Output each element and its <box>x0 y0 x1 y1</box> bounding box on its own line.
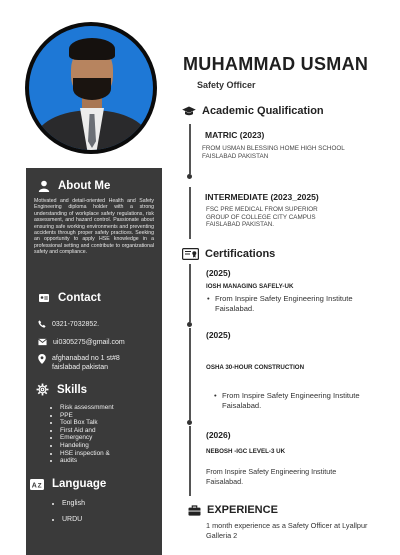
contact-address <box>38 354 120 372</box>
cert-institute: • From Inspire Safety Engineering Institute Faisalabad. <box>222 391 362 411</box>
academic-timeline <box>189 187 191 239</box>
skill-item: • PPE <box>60 412 114 420</box>
left-sidebar <box>26 168 162 555</box>
user-icon <box>38 180 50 192</box>
language-list <box>50 500 85 531</box>
contact-phone <box>38 320 99 329</box>
academic-timeline <box>189 124 191 174</box>
cert-name: IOSH MANAGING SAFELY-UK <box>206 283 294 290</box>
gear-icon <box>36 383 49 396</box>
svg-text:A: A <box>31 481 37 489</box>
experience-heading <box>188 504 278 516</box>
language-item: • URDU <box>62 516 85 524</box>
briefcase-icon <box>188 505 201 516</box>
skills-heading <box>36 383 87 396</box>
mail-icon <box>38 338 47 346</box>
academic-heading <box>182 105 324 117</box>
candidate-role: Safety Officer <box>197 80 256 90</box>
experience-text: 1 month experience as a Safety Officer at Lyallpur Galleria 2 <box>206 521 368 540</box>
language-title: Language <box>52 478 107 490</box>
skill-item: • First Aid and <box>60 427 114 435</box>
academic-entry-title: INTERMEDIATE (2023_2025) <box>205 192 319 202</box>
skill-item: • Risk assessmment <box>60 404 114 412</box>
skills-title: Skills <box>57 383 88 396</box>
timeline-dot <box>187 420 192 425</box>
address-line1: afghanabad no 1 st#8 <box>52 355 120 362</box>
phone-icon <box>38 320 46 328</box>
skill-item: • HSE inspection & <box>60 450 114 458</box>
cert-institute: • From Inspire Safety Engineering Institute Faisalabad. <box>215 294 365 314</box>
academic-entry-detail: FSC PRE MEDICAL FROM SUPERIOR GROUP OF COLLEGE CITY CAMPUS FAISLABAD PAKISTAN. <box>206 206 318 229</box>
cert-year: (2025) <box>206 330 231 340</box>
cert-name: OSHA 30-HOUR CONSTRUCTION <box>206 364 305 371</box>
email-value: ui0305275@gmail.com <box>53 339 125 346</box>
academic-title: Academic Qualification <box>202 105 324 117</box>
cert-timeline <box>189 264 191 322</box>
contact-title: Contact <box>58 292 101 304</box>
location-pin-icon <box>38 354 46 364</box>
certifications-heading <box>182 248 275 260</box>
academic-entry-title: MATRIC (2023) <box>205 130 265 140</box>
about-text: Motivated and detail-oriented Health and Safety Engineering diploma holder with a strong understanding of workplace safety regulations, risk assessment, and hazard control. Passionate about ensuring safe working environments and preventing accidents through proper safety practices. Seeking an opportunity to apply HSE knowledge in a professional setting and contribute to organizational safety and compliance. <box>34 198 154 256</box>
contact-heading <box>38 292 101 304</box>
cert-timeline <box>189 426 191 496</box>
academic-entry-detail: FROM USMAN BLESSING HOME HIGH SCHOOL FAISLABAD PAKISTAN <box>202 145 345 160</box>
contact-card-icon <box>38 292 50 304</box>
about-heading <box>38 180 110 192</box>
certifications-title: Certifications <box>205 248 276 260</box>
cert-year: (2026) <box>206 430 231 440</box>
skill-item: • Tool Box Talk <box>60 419 114 427</box>
certificate-icon <box>182 248 199 260</box>
cert-institute: From Inspire Safety Engineering Institute Faisalabad. <box>206 467 337 486</box>
svg-text:Z: Z <box>37 481 42 489</box>
about-title: About Me <box>58 180 111 192</box>
cert-timeline <box>189 328 191 420</box>
graduation-cap-icon <box>182 106 196 117</box>
timeline-dot <box>187 322 192 327</box>
candidate-name: MUHAMMAD USMAN <box>183 54 369 74</box>
cert-year: (2025) <box>206 268 231 278</box>
contact-email <box>38 338 125 347</box>
skill-item: • Handeling <box>60 442 114 450</box>
profile-photo <box>25 22 157 154</box>
skill-item: • audits <box>60 457 114 465</box>
language-heading <box>30 478 106 490</box>
experience-title: EXPERIENCE <box>207 504 278 516</box>
language-item: • English <box>62 500 85 508</box>
address-line2: faislabad pakistan <box>52 364 109 371</box>
timeline-dot <box>187 174 192 179</box>
skill-item: • Emergency <box>60 434 114 442</box>
translate-icon <box>30 479 44 490</box>
cert-name: NEBOSH -IGC LEVEL-3 UK <box>206 448 286 455</box>
phone-value: 0321-7032852. <box>52 321 100 328</box>
skills-list <box>48 404 114 465</box>
